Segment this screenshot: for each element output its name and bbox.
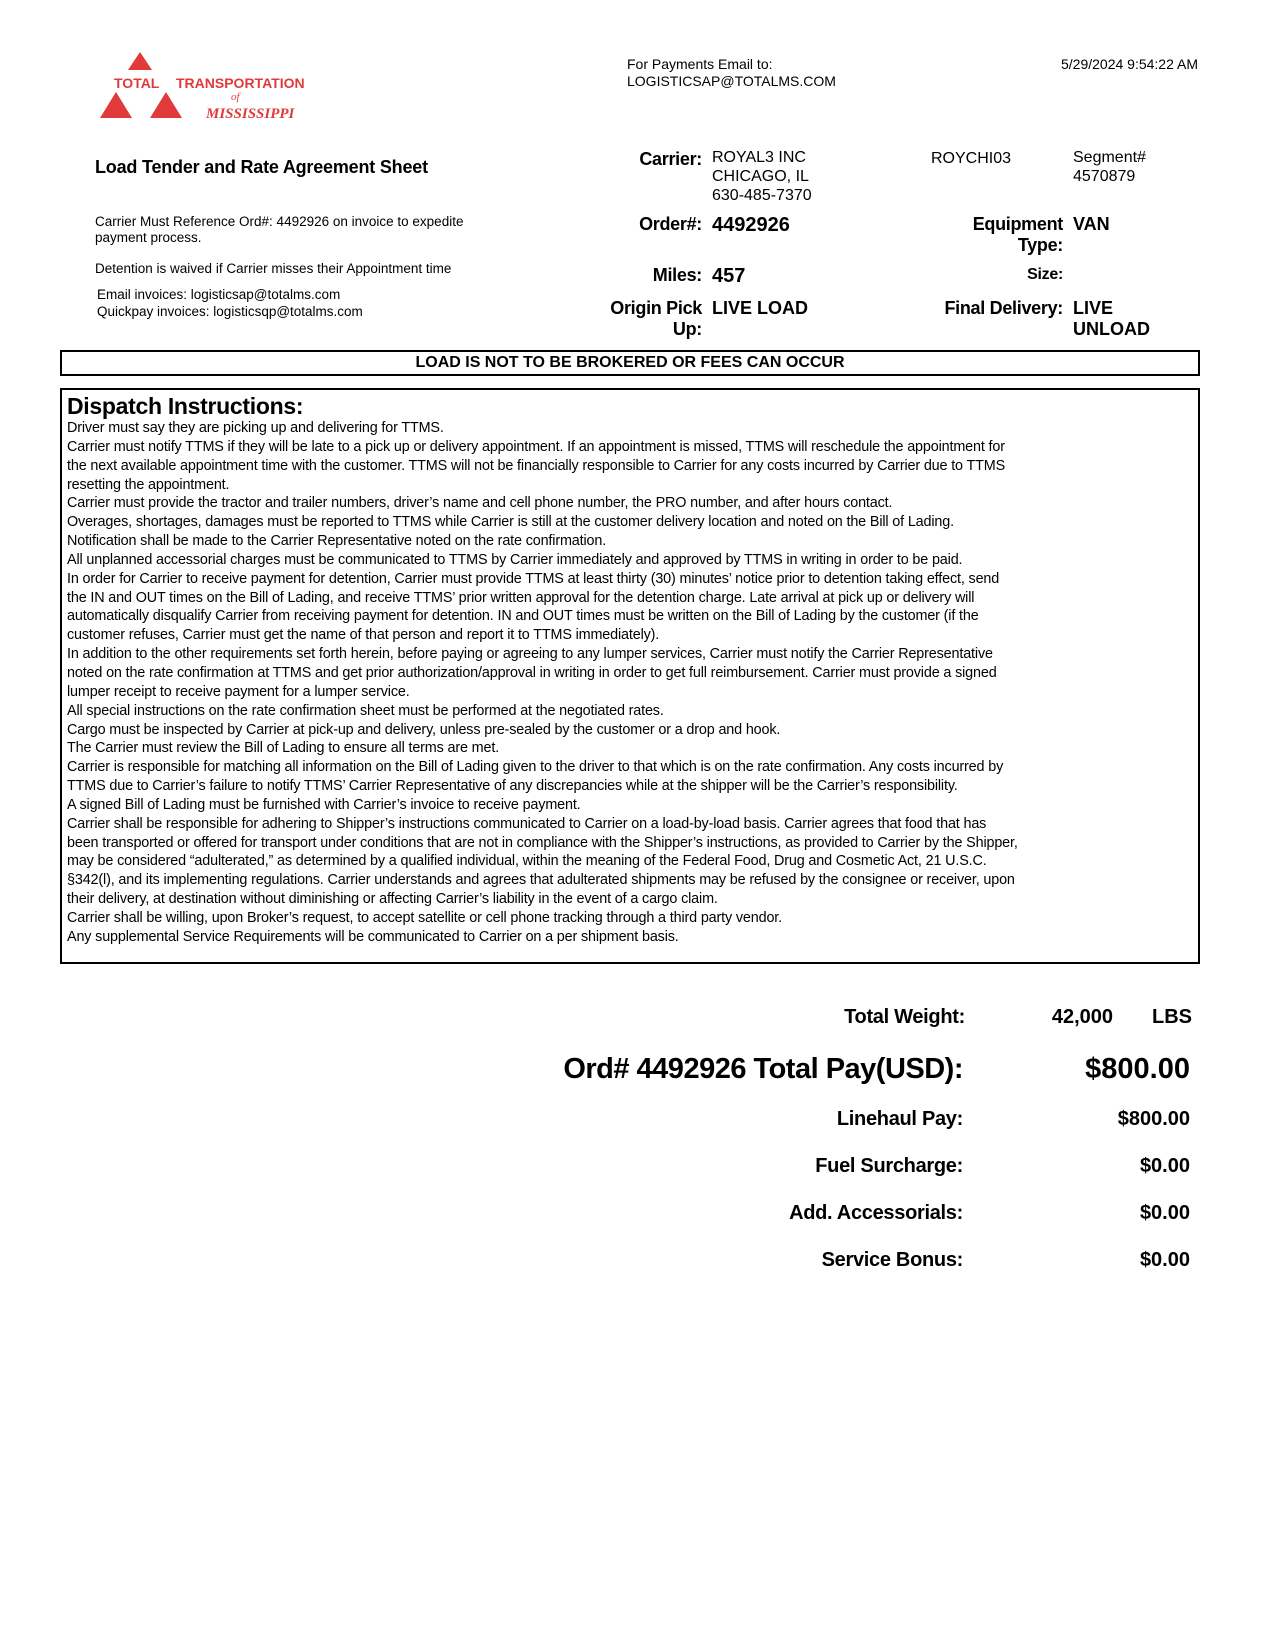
final-delivery-value-line: LIVE — [1073, 298, 1114, 318]
dispatch-line: Carrier is responsible for matching all information on the Bill of Lading given to the driver to that which is on the rate confirmation. Any costs incurred by — [67, 759, 1004, 776]
linehaul-label: Linehaul Pay: — [836, 1108, 963, 1130]
dispatch-line: In addition to the other requirements set forth herein, before paying or agreeing to any lumper services, Carrier must notify the Carrier Representative — [67, 646, 993, 663]
order-value: 4492926 — [712, 214, 790, 236]
fuel-surcharge-label: Fuel Surcharge: — [815, 1155, 963, 1177]
payments-email: LOGISTICSAP@TOTALMS.COM — [627, 73, 836, 89]
logo-word-total: TOTAL — [114, 75, 160, 91]
dispatch-line: Carrier must notify TTMS if they will be late to a pick up or delivery appointment. If an appointment is missed, TTMS will reschedule the appointment for — [67, 438, 1005, 455]
logo-word-transportation: TRANSPORTATION — [176, 75, 305, 91]
dispatch-line: customer refuses, Carrier must get the name of that person and report it to TTMS immediately). — [67, 627, 660, 644]
final-delivery-value — [1073, 298, 1150, 340]
dispatch-line: In order for Carrier to receive payment for detention, Carrier must provide TTMS at least thirty (30) minutes’ notice prior to detention taking effect, send — [67, 570, 1000, 587]
logo-triangle-left — [100, 92, 132, 118]
carrier-code: ROYCHI03 — [931, 150, 1012, 167]
dispatch-line: All unplanned accessorial charges must be communicated to TTMS by Carrier immediately and approved by TTMS in writing in order to be paid. — [67, 551, 963, 568]
origin-label — [610, 298, 702, 340]
carrier-name: ROYAL3 INC — [712, 149, 806, 166]
accessorials-value: $0.00 — [1139, 1202, 1190, 1224]
dispatch-line: Driver must say they are picking up and delivering for TTMS. — [67, 420, 444, 436]
reference-note — [95, 214, 463, 246]
logo-triangle-right — [150, 92, 182, 118]
reference-note-line: payment process. — [95, 230, 202, 245]
dispatch-line: the IN and OUT times on the Bill of Lading, and receive TTMS’ prior written approval for the detention charge. Late arrival at pick up or delivery will — [67, 589, 975, 606]
origin-value: LIVE LOAD — [712, 298, 809, 318]
dispatch-line: the next available appointment time with the customer. TTMS will not be financially responsible to Carrier for any costs incurred by Carrier due to TTMS — [67, 457, 1006, 474]
logo-word-of: of — [231, 91, 240, 103]
equipment-value: VAN — [1073, 214, 1110, 234]
origin-label-line: Up: — [672, 319, 702, 339]
carrier-label: Carrier: — [639, 149, 702, 169]
dispatch-line: §342(l), and its implementing regulations. Carrier understands and agrees that adulterated shipments may be refused by the consignee or receiver, upon — [67, 872, 1015, 889]
segment — [1073, 148, 1146, 186]
total-weight-unit: LBS — [1152, 1006, 1192, 1028]
final-delivery-label: Final Delivery: — [944, 298, 1063, 318]
dispatch-line: Overages, shortages, damages must be reported to TTMS while Carrier is still at the customer delivery location and noted on the Bill of Lading. — [67, 514, 954, 531]
dispatch-text — [67, 419, 1194, 947]
service-bonus-label: Service Bonus: — [821, 1249, 963, 1271]
no-brokering-banner: LOAD IS NOT TO BE BROKERED OR FEES CAN OCCUR — [60, 350, 1200, 376]
dispatch-line: A signed Bill of Lading must be furnished with Carrier’s invoice to receive payment. — [67, 796, 581, 813]
service-bonus-value: $0.00 — [1139, 1249, 1190, 1271]
dispatch-line: lumper receipt to receive payment for a lumper service. — [67, 683, 410, 700]
dispatch-line: Carrier must provide the tractor and trailer numbers, driver’s name and cell phone number, the PRO number, and after hours contact. — [67, 495, 893, 512]
accessorials-label: Add. Accessorials: — [789, 1202, 963, 1224]
total-pay-value: $800.00 — [1085, 1053, 1190, 1085]
dispatch-line: been transported or offered for transport under conditions that are not in compliance with the Shipper’s instructions, as provided to Carrier by the Shipper, — [67, 834, 1018, 851]
dispatch-line: Carrier shall be responsible for adhering to Shipper’s instructions communicated to Carrier on a load-by-load basis. Carrier agrees that food that has — [67, 815, 987, 832]
logo-word-mississippi: MISSISSIPPI — [206, 106, 295, 122]
invoice-emails — [97, 286, 363, 320]
email-invoices: Email invoices: logisticsap@totalms.com — [97, 287, 341, 302]
dispatch-line: Any supplemental Service Requirements will be communicated to Carrier on a per shipment basis. — [67, 928, 679, 945]
timestamp: 5/29/2024 9:54:22 AM — [1061, 56, 1198, 72]
dispatch-line: TTMS due to Carrier’s failure to notify TTMS’ Carrier Representative of any discrepancies while at the shipper will be the Carrier’s responsibility. — [67, 778, 958, 795]
miles-value: 457 — [712, 265, 746, 287]
equipment-label-line: Type: — [1017, 235, 1063, 255]
total-weight-value: 42,000 — [1051, 1006, 1113, 1028]
origin-label-line: Origin Pick — [610, 298, 702, 318]
quickpay-invoices: Quickpay invoices: logisticsqp@totalms.com — [97, 304, 363, 319]
dispatch-line: may be considered “adulterated,” as determined by a qualified individual, within the meaning of the Federal Food, Drug and Cosmetic Act, 21 U.S.C. — [67, 853, 987, 870]
size-label: Size: — [1027, 266, 1063, 283]
dispatch-instructions-box — [60, 388, 1200, 964]
final-delivery-value-line: UNLOAD — [1073, 319, 1150, 339]
dispatch-line: automatically disqualify Carrier from receiving payment for detention. IN and OUT times must be written on the Bill of Lading by the customer (if the — [67, 608, 979, 625]
dispatch-line: Notification shall be made to the Carrier Representative noted on the rate confirmation. — [67, 533, 607, 550]
payments-label: For Payments Email to: — [627, 56, 773, 72]
dispatch-line: The Carrier must review the Bill of Lading to ensure all terms are met. — [67, 740, 500, 757]
reference-note-line: Carrier Must Reference Ord#: 4492926 on invoice to expedite — [95, 214, 464, 229]
linehaul-value: $800.00 — [1117, 1108, 1190, 1130]
carrier-phone: 630-485-7370 — [712, 187, 812, 204]
order-label: Order#: — [639, 214, 702, 234]
dispatch-title: Dispatch Instructions: — [67, 393, 304, 419]
segment-label: Segment# — [1073, 149, 1146, 166]
logo-triangle-top — [128, 52, 152, 70]
company-logo — [94, 50, 324, 130]
equipment-label-line: Equipment — [972, 214, 1063, 234]
detention-note: Detention is waived if Carrier misses their Appointment time — [95, 261, 452, 276]
dispatch-line: Carrier shall be willing, upon Broker’s request, to accept satellite or cell phone tracking through a third party vendor. — [67, 909, 782, 926]
dispatch-line: resetting the appointment. — [67, 476, 230, 493]
total-pay-label: Ord# 4492926 Total Pay(USD): — [563, 1053, 963, 1085]
dispatch-line: noted on the rate confirmation at TTMS and get prior authorization/approval in writing in order to get full reimbursement. Carrier must provide a signed — [67, 664, 997, 681]
carrier-city: CHICAGO, IL — [712, 168, 809, 185]
segment-value: 4570879 — [1073, 168, 1136, 185]
fuel-surcharge-value: $0.00 — [1139, 1155, 1190, 1177]
dispatch-line: Cargo must be inspected by Carrier at pick-up and delivery, unless pre-sealed by the customer or a drop and hook. — [67, 721, 781, 738]
miles-label: Miles: — [652, 265, 702, 285]
total-weight-label: Total Weight: — [844, 1006, 965, 1028]
dispatch-line: All special instructions on the rate confirmation sheet must be performed at the negotiated rates. — [67, 702, 664, 719]
page-title: Load Tender and Rate Agreement Sheet — [95, 157, 428, 177]
carrier-info — [712, 148, 812, 205]
dispatch-line: their delivery, at destination without diminishing or affecting Carrier’s liability in the event of a cargo claim. — [67, 891, 718, 908]
equipment-label — [973, 214, 1063, 256]
